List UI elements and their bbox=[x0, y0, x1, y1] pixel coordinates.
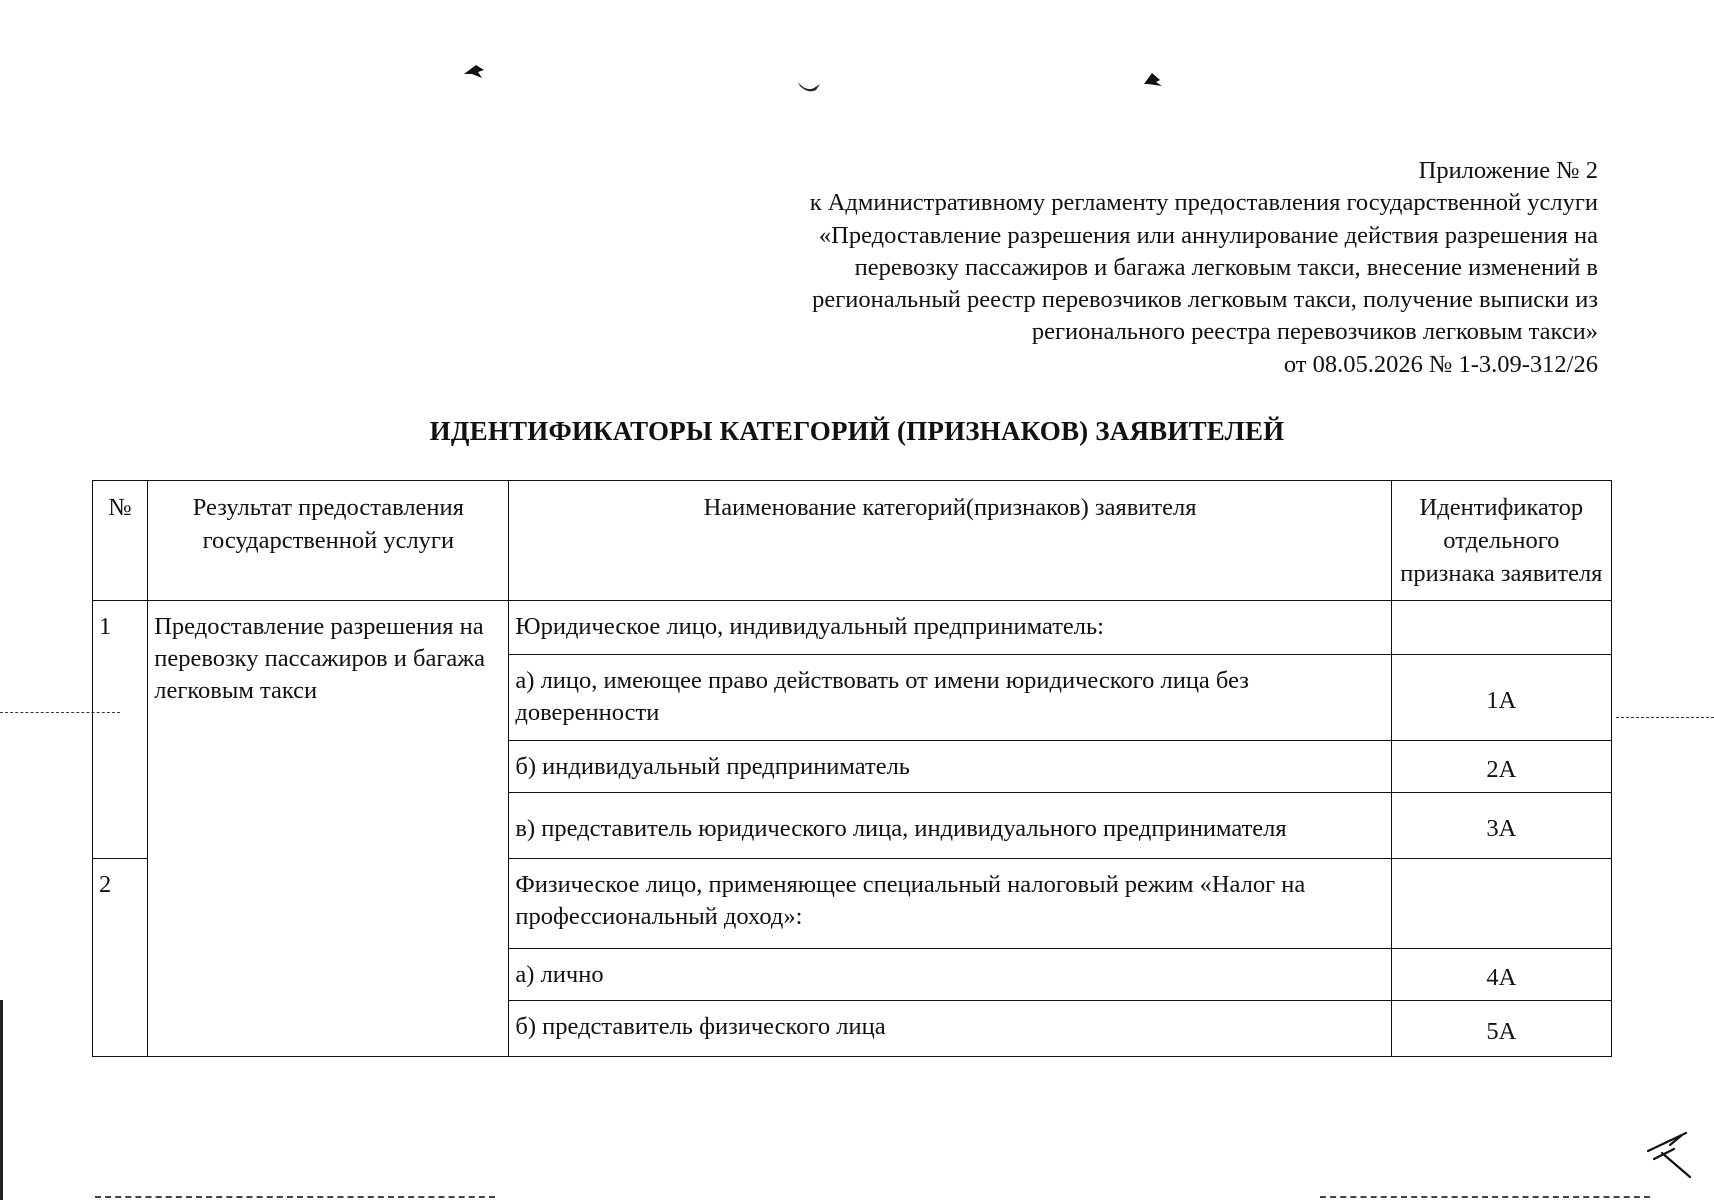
identifier-cell bbox=[1391, 859, 1611, 949]
header-line: «Предоставление разрешения или аннулирование действия разрешения на bbox=[818, 221, 1598, 249]
category-item: б) представитель физического лица bbox=[509, 1001, 1391, 1057]
header-line: региональный реестр перевозчиков легковым такси, получение выписки из bbox=[812, 286, 1598, 314]
identifier-cell: 5А bbox=[1391, 1001, 1611, 1057]
header-line: перевозку пассажиров и багажа легковым такси, внесение изменений в bbox=[854, 253, 1598, 281]
identifier-cell: 2А bbox=[1391, 741, 1611, 793]
scan-speck-icon bbox=[796, 78, 824, 96]
scan-dash-line bbox=[1320, 1196, 1650, 1198]
scan-edge bbox=[0, 1000, 3, 1200]
header-line: к Административному регламенту предоставления государственной услуги bbox=[809, 189, 1598, 217]
category-heading: Юридическое лицо, индивидуальный предприниматель: bbox=[509, 601, 1391, 655]
header-line: Приложение № 2 bbox=[1418, 157, 1598, 184]
identifier-cell: 1А bbox=[1391, 655, 1611, 741]
column-header-result: Результат предоставления государственной услуги bbox=[148, 481, 509, 601]
page-number-mark bbox=[1640, 1125, 1700, 1181]
group-number: 1 bbox=[93, 601, 148, 859]
column-header-category: Наименование категорий(признаков) заявителя bbox=[509, 481, 1391, 601]
categories-table bbox=[92, 480, 1612, 1057]
category-item: а) лично bbox=[509, 949, 1391, 1001]
category-item: б) индивидуальный предприниматель bbox=[509, 741, 1391, 793]
group-number: 2 bbox=[93, 859, 148, 1057]
identifier-cell bbox=[1391, 601, 1611, 655]
scan-dash-line bbox=[95, 1196, 495, 1198]
category-heading: Физическое лицо, применяющее специальный налоговый режим «Налог на профессиональный доход»: bbox=[509, 859, 1391, 949]
identifier-cell: 4А bbox=[1391, 949, 1611, 1001]
category-item: в) представитель юридического лица, индивидуального предпринимателя bbox=[509, 793, 1391, 859]
table-row bbox=[93, 601, 1612, 655]
scan-dash-line bbox=[1616, 717, 1714, 718]
column-header-number: № bbox=[93, 481, 148, 601]
scan-speck-icon bbox=[462, 62, 488, 82]
identifier-cell: 3А bbox=[1391, 793, 1611, 859]
scan-speck-icon bbox=[1140, 70, 1166, 90]
header-line: регионального реестра перевозчиков легковым такси» bbox=[1031, 318, 1598, 346]
header-line: от 08.05.2026 № 1-3.09-312/26 bbox=[1283, 350, 1598, 378]
table-header-row bbox=[93, 481, 1612, 601]
document-title: ИДЕНТИФИКАТОРЫ КАТЕГОРИЙ (ПРИЗНАКОВ) ЗАЯВИТЕЛЕЙ bbox=[429, 416, 1285, 446]
appendix-header bbox=[810, 155, 1598, 381]
column-header-identifier: Идентификатор отдельного признака заявителя bbox=[1391, 481, 1611, 601]
category-item: а) лицо, имеющее право действовать от имени юридического лица без доверенности bbox=[509, 655, 1391, 741]
service-result-cell: Предоставление разрешения на перевозку пассажиров и багажа легковым такси bbox=[148, 601, 509, 1057]
